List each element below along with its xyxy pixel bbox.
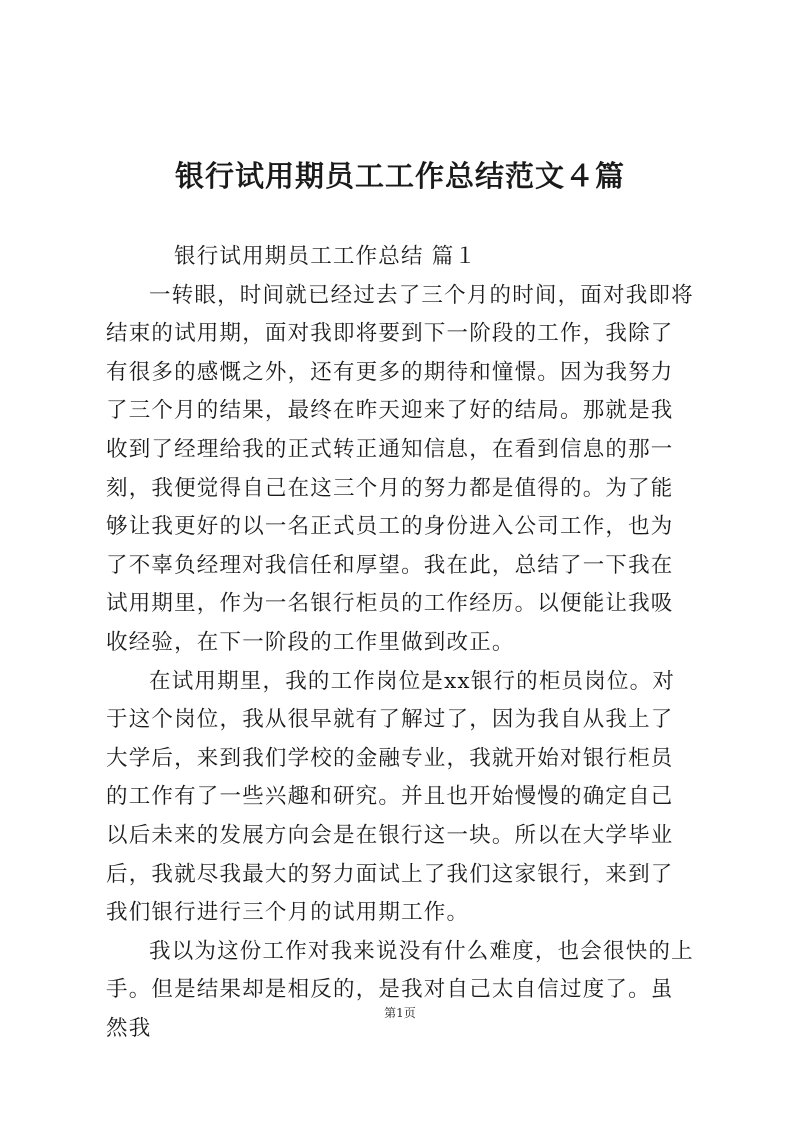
document-title: 银行试用期员工工作总结范文４篇 bbox=[174, 159, 625, 193]
paragraph-3: 我以为这份工作对我来说没有什么难度，也会很快的上手。但是结果却是相反的，是我对自己太自信过度了。虽然我 bbox=[106, 938, 694, 1041]
document-body bbox=[106, 238, 694, 1048]
paragraph-1: 一转眼，时间就已经过去了三个月的时间，面对我即将结束的试用期，面对我即将要到下一阶段的工作，我除了有很多的感慨之外，还有更多的期待和憧憬。因为我努力了三个月的结果，最终在昨天迎来了好的结局。那就是我收到了经理给我的正式转正通知信息，在看到信息的那一刻，我便觉得自己在这三个月的努力都是值得的。为了能够让我更好的以一名正式员工的身份进入公司工作，也为了不辜负经理对我信任和厚望。我在此，总结了一下我在试用期里，作为一名银行柜员的工作经历。以便能让我吸收经验，在下一阶段的工作里做到改正。 bbox=[106, 282, 694, 655]
section-heading: 银行试用期员工工作总结 篇１ bbox=[174, 244, 478, 269]
page-footer: 第1页 bbox=[384, 1006, 416, 1020]
paragraph-2: 在试用期里，我的工作岗位是xx银行的柜员岗位。对于这个岗位，我从很早就有了解过了，因为我自从我上了大学后，来到我们学校的金融专业，我就开始对银行柜员的工作有了一些兴趣和研究。并且也开始慢慢的确定自己以后未来的发展方向会是在银行这一块。所以在大学毕业后，我就尽我最大的努力面试上了我们这家银行，来到了我们银行进行三个月的试用期工作。 bbox=[106, 668, 676, 926]
